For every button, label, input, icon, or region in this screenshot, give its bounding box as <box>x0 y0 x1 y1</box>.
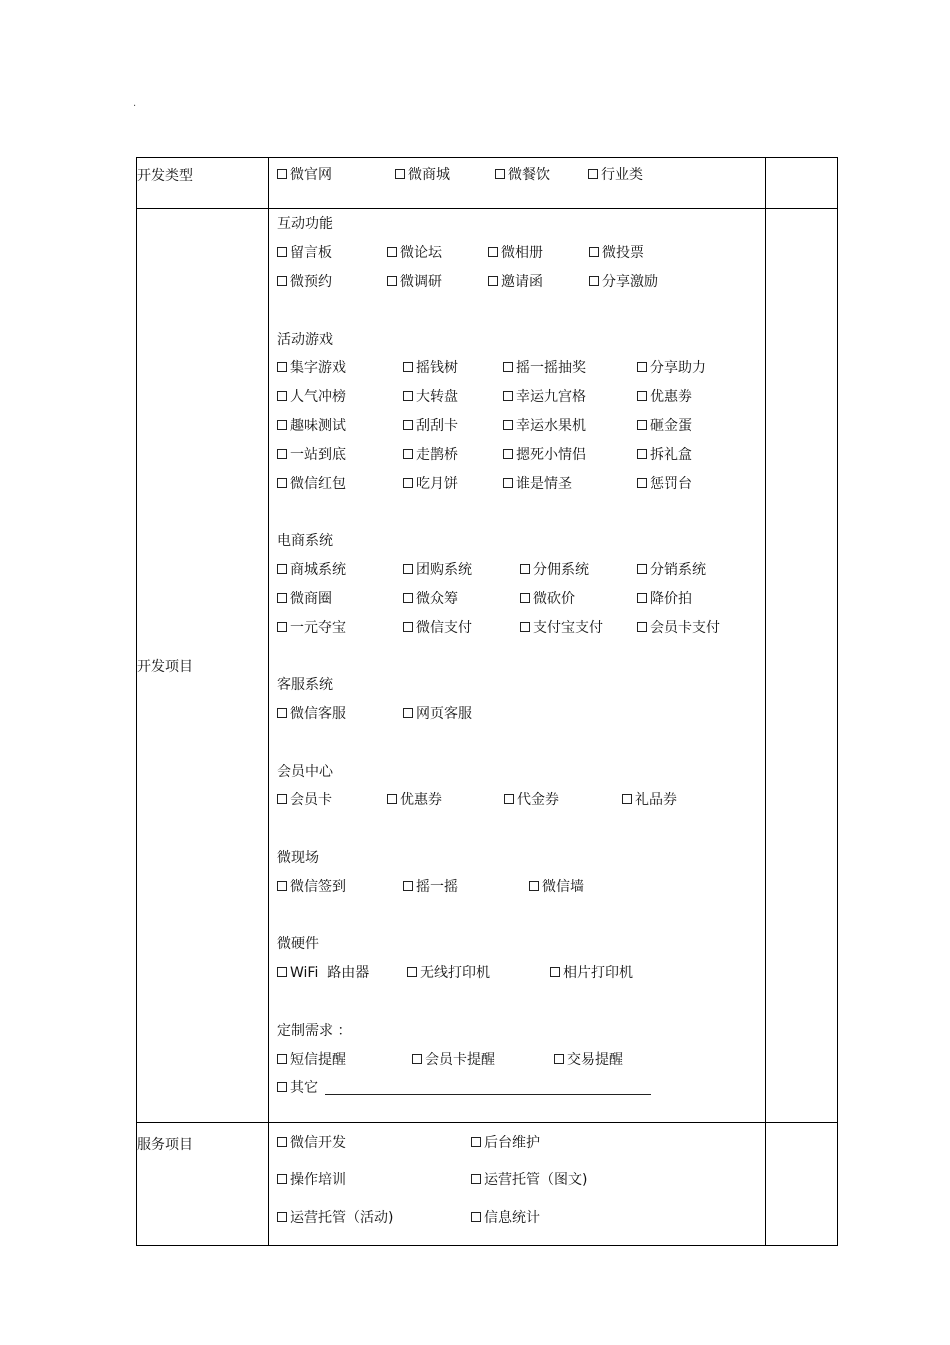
checkbox-option[interactable]: 一元夺宝 <box>277 617 403 637</box>
checkbox-option[interactable]: 摇一摇 <box>403 876 529 896</box>
checkbox-icon[interactable] <box>277 1082 287 1092</box>
option-line <box>269 238 765 267</box>
checkbox-icon[interactable] <box>403 622 413 632</box>
option-line <box>269 871 765 900</box>
checkbox-icon[interactable] <box>520 564 530 574</box>
checkbox-icon[interactable] <box>395 169 405 179</box>
checkbox-icon[interactable] <box>637 449 647 459</box>
checkbox-option[interactable]: 拆礼盒 <box>637 444 692 464</box>
checkbox-option[interactable]: 微投票 <box>589 242 644 262</box>
checkbox-option[interactable]: 后台维护 <box>471 1132 540 1152</box>
checkbox-icon[interactable] <box>277 391 287 401</box>
services-remark-cell[interactable] <box>766 1123 838 1246</box>
checkbox-option[interactable]: 邀请函 <box>488 271 589 291</box>
checkbox-option[interactable]: 微商城 <box>395 164 495 184</box>
checkbox-option[interactable]: 吃月饼 <box>403 473 503 493</box>
checkbox-icon[interactable] <box>277 1137 287 1147</box>
checkbox-option[interactable]: 微论坛 <box>387 242 488 262</box>
checkbox-option[interactable]: 会员卡提醒 <box>412 1049 554 1069</box>
checkbox-option[interactable]: 留言板 <box>277 242 387 262</box>
checkbox-icon[interactable] <box>387 276 397 286</box>
checkbox-option[interactable]: 微信开发 <box>277 1132 471 1152</box>
checkbox-option[interactable]: 微餐饮 <box>495 164 588 184</box>
checkbox-icon[interactable] <box>503 449 513 459</box>
checkbox-option[interactable]: 运营托管（活动) <box>277 1207 471 1227</box>
dev-type-remark-cell[interactable] <box>766 158 838 209</box>
checkbox-icon[interactable] <box>637 391 647 401</box>
checkbox-option[interactable]: 微商圈 <box>277 588 403 608</box>
checkbox-option[interactable]: 商城系统 <box>277 559 403 579</box>
checkbox-icon[interactable] <box>277 1174 287 1184</box>
checkbox-icon[interactable] <box>412 1054 422 1064</box>
checkbox-icon[interactable] <box>520 593 530 603</box>
option-line <box>269 468 765 497</box>
option-line <box>269 612 765 641</box>
checkbox-option[interactable]: 砸金蛋 <box>637 415 692 435</box>
checkbox-option[interactable]: 微信红包 <box>277 473 403 493</box>
checkbox-option[interactable]: 一站到底 <box>277 444 403 464</box>
dev-items-remark-cell[interactable] <box>766 209 838 1123</box>
option-line <box>269 785 765 814</box>
checkbox-option[interactable]: 集字游戏 <box>277 357 403 377</box>
checkbox-icon[interactable] <box>550 967 560 977</box>
checkbox-option[interactable]: 优惠劵 <box>637 386 692 406</box>
checkbox-icon[interactable] <box>277 967 287 977</box>
checkbox-option[interactable]: 微信客服 <box>277 703 403 723</box>
checkbox-option[interactable]: 支付宝支付 <box>520 617 637 637</box>
checkbox-option[interactable]: 摁死小情侣 <box>503 444 637 464</box>
section-title: 定制需求 ： <box>277 1022 352 1039</box>
checkbox-option[interactable]: 信息统计 <box>471 1207 540 1227</box>
checkbox-option[interactable]: 团购系统 <box>403 559 520 579</box>
section-title: 活动游戏 <box>277 331 333 348</box>
section-title: 微硬件 <box>277 936 319 953</box>
dev-items-content <box>269 209 766 1123</box>
services-row <box>137 1123 838 1246</box>
option-line <box>269 583 765 612</box>
checkbox-icon[interactable] <box>503 362 513 372</box>
checkbox-option[interactable]: 微信签到 <box>277 876 403 896</box>
checkbox-icon[interactable] <box>403 708 413 718</box>
checkbox-option[interactable]: 无线打印机 <box>407 962 550 982</box>
checkbox-option[interactable]: 代金券 <box>504 789 622 809</box>
checkbox-icon[interactable] <box>277 478 287 488</box>
checkbox-icon[interactable] <box>637 478 647 488</box>
dev-type-options <box>269 158 766 209</box>
checkbox-icon[interactable] <box>403 881 413 891</box>
checkbox-icon[interactable] <box>277 794 287 804</box>
dev-items-row <box>137 209 838 1123</box>
checkbox-icon[interactable] <box>637 593 647 603</box>
checkbox-icon[interactable] <box>403 362 413 372</box>
checkbox-icon[interactable] <box>403 420 413 430</box>
checkbox-icon[interactable] <box>471 1212 481 1222</box>
checkbox-icon[interactable] <box>277 1212 287 1222</box>
option-line <box>269 439 765 468</box>
checkbox-icon[interactable] <box>503 478 513 488</box>
checkbox-icon[interactable] <box>387 247 397 257</box>
checkbox-icon[interactable] <box>471 1174 481 1184</box>
checkbox-option[interactable]: 惩罚台 <box>637 473 692 493</box>
option-line <box>269 1073 765 1102</box>
checkbox-option[interactable]: 微预约 <box>277 271 387 291</box>
checkbox-option[interactable]: 微砍价 <box>520 588 637 608</box>
checkbox-icon[interactable] <box>504 794 514 804</box>
checkbox-icon[interactable] <box>277 564 287 574</box>
option-line <box>269 1044 765 1073</box>
checkbox-option[interactable]: 微信支付 <box>403 617 520 637</box>
checkbox-option[interactable]: 网页客服 <box>403 703 472 723</box>
checkbox-icon[interactable] <box>589 247 599 257</box>
checkbox-option[interactable]: 走鹊桥 <box>403 444 503 464</box>
checkbox-icon[interactable] <box>277 276 287 286</box>
checkbox-icon[interactable] <box>554 1054 564 1064</box>
checkbox-option[interactable]: 分销系统 <box>637 559 706 579</box>
checkbox-option[interactable]: 短信提醒 <box>277 1049 412 1069</box>
dev-type-row <box>137 158 838 209</box>
checkbox-option[interactable]: 分佣系统 <box>520 559 637 579</box>
section-title: 会员中心 <box>277 763 333 780</box>
checkbox-icon[interactable] <box>277 622 287 632</box>
checkbox-option[interactable]: 分享激励 <box>589 271 658 291</box>
checkbox-icon[interactable] <box>495 169 505 179</box>
checkbox-icon[interactable] <box>529 881 539 891</box>
option-line <box>269 411 765 440</box>
requirements-form-table <box>136 157 838 1246</box>
checkbox-option[interactable]: 摇一摇抽奖 <box>503 357 637 377</box>
checkbox-icon[interactable] <box>637 564 647 574</box>
checkbox-option[interactable]: 相片打印机 <box>550 962 633 982</box>
checkbox-icon[interactable] <box>503 420 513 430</box>
option-line <box>269 1123 765 1161</box>
checkbox-icon[interactable] <box>403 478 413 488</box>
option-line <box>269 1161 765 1199</box>
checkbox-option[interactable]: WiFi 路由器 <box>277 962 407 982</box>
checkbox-option[interactable]: 会员卡支付 <box>637 617 720 637</box>
checkbox-option[interactable]: 礼品券 <box>622 789 677 809</box>
checkbox-option[interactable]: 微调研 <box>387 271 488 291</box>
checkbox-icon[interactable] <box>488 276 498 286</box>
checkbox-icon[interactable] <box>520 622 530 632</box>
checkbox-option[interactable]: 谁是情圣 <box>503 473 637 493</box>
checkbox-option[interactable]: 人气冲榜 <box>277 386 403 406</box>
option-line <box>269 555 765 584</box>
checkbox-option[interactable]: 微众筹 <box>403 588 520 608</box>
checkbox-option[interactable]: 分享助力 <box>637 357 706 377</box>
checkbox-icon[interactable] <box>471 1137 481 1147</box>
dev-type-label: 开发类型 <box>137 158 269 209</box>
checkbox-icon[interactable] <box>277 1054 287 1064</box>
other-fill-in-line[interactable] <box>325 1080 651 1095</box>
section-title: 客服系统 <box>277 677 333 694</box>
checkbox-icon[interactable] <box>387 794 397 804</box>
checkbox-option[interactable]: 摇钱树 <box>403 357 503 377</box>
checkbox-option[interactable]: 幸运水果机 <box>503 415 637 435</box>
checkbox-option[interactable]: 会员卡 <box>277 789 387 809</box>
checkbox-option[interactable]: 优惠券 <box>387 789 504 809</box>
checkbox-option[interactable]: 微相册 <box>488 242 589 262</box>
option-line <box>269 1198 765 1236</box>
checkbox-icon[interactable] <box>589 276 599 286</box>
services-label: 服务项目 <box>137 1123 269 1246</box>
checkbox-icon[interactable] <box>277 708 287 718</box>
section-title: 互动功能 <box>277 216 333 233</box>
option-line <box>269 353 765 382</box>
checkbox-icon[interactable] <box>622 794 632 804</box>
checkbox-icon[interactable] <box>277 169 287 179</box>
checkbox-option[interactable]: 操作培训 <box>277 1169 471 1189</box>
checkbox-option[interactable]: 运营托管（图文) <box>471 1169 587 1189</box>
checkbox-icon[interactable] <box>403 564 413 574</box>
checkbox-option[interactable]: 行业类 <box>588 164 643 184</box>
checkbox-option[interactable]: 幸运九宫格 <box>503 386 637 406</box>
checkbox-icon[interactable] <box>403 593 413 603</box>
checkbox-icon[interactable] <box>637 622 647 632</box>
checkbox-option[interactable]: 刮刮卡 <box>403 415 503 435</box>
checkbox-icon[interactable] <box>277 362 287 372</box>
checkbox-icon[interactable] <box>277 881 287 891</box>
checkbox-icon[interactable] <box>488 247 498 257</box>
option-line <box>269 382 765 411</box>
checkbox-option[interactable]: 微官网 <box>277 164 395 184</box>
checkbox-icon[interactable] <box>407 967 417 977</box>
checkbox-icon[interactable] <box>277 247 287 257</box>
checkbox-icon[interactable] <box>503 391 513 401</box>
option-line <box>269 958 765 987</box>
section-title: 微现场 <box>277 849 319 866</box>
checkbox-icon[interactable] <box>588 169 598 179</box>
services-options <box>269 1123 766 1246</box>
checkbox-icon[interactable] <box>277 420 287 430</box>
checkbox-icon[interactable] <box>403 391 413 401</box>
checkbox-option[interactable]: 降价拍 <box>637 588 692 608</box>
option-line <box>269 267 765 296</box>
checkbox-icon[interactable] <box>277 593 287 603</box>
checkbox-icon[interactable] <box>277 449 287 459</box>
section-title: 电商系统 <box>277 533 333 550</box>
checkbox-option[interactable]: 大转盘 <box>403 386 503 406</box>
checkbox-option[interactable]: 微信墙 <box>529 876 584 896</box>
checkbox-option[interactable]: 交易提醒 <box>554 1049 623 1069</box>
checkbox-icon[interactable] <box>637 362 647 372</box>
option-line <box>269 699 765 728</box>
stray-dot: . <box>133 98 137 109</box>
dev-items-label: 开发项目 <box>137 209 269 1123</box>
checkbox-icon[interactable] <box>637 420 647 430</box>
checkbox-icon[interactable] <box>403 449 413 459</box>
checkbox-option-other[interactable]: 其它 <box>277 1077 318 1097</box>
checkbox-option[interactable]: 趣味测试 <box>277 415 403 435</box>
